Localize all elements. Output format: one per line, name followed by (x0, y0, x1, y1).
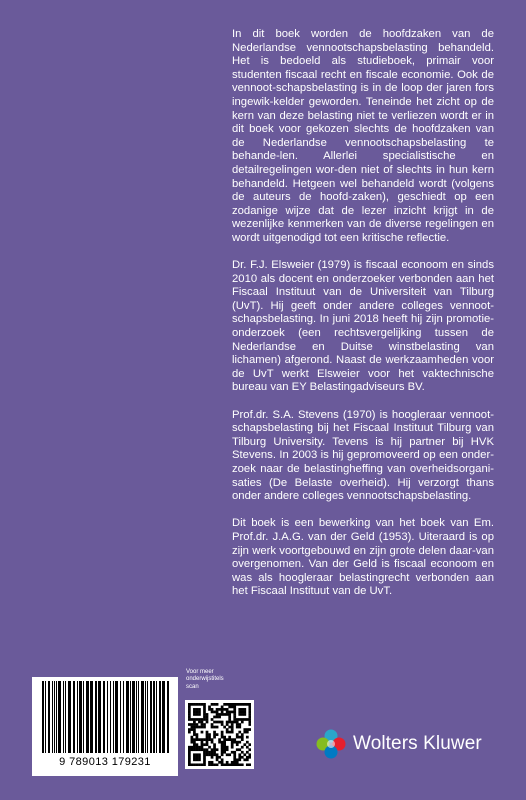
qr-label: Voor meer onderwijstitels scan (186, 669, 224, 690)
isbn-barcode (32, 677, 178, 776)
qr-code-pattern (188, 703, 251, 766)
wolters-kluwer-logo-icon (313, 726, 349, 762)
back-cover-text (232, 28, 494, 613)
barcode-bars (36, 681, 174, 755)
publisher-name: Wolters Kluwer (353, 733, 482, 754)
publisher-logo (313, 726, 482, 762)
qr-code[interactable] (185, 700, 254, 769)
isbn-number: 9 789013 179231 (59, 756, 151, 768)
author-bio-stevens: Prof.dr. S.A. Stevens (1970) is hoogleraar vennoot-schapsbelasting bij het Fiscaal Instituut Tilburg van Tilburg University. Tevens is hij partner bij HVK Stevens. In 2003 is hij gepromoveerd op een onder-zoek naar de belastingheffing van overheidsorgani-saties (De Belaste overheid). Hij verzorgt thans onder andere colleges vennootschapsbelasting. (232, 408, 494, 503)
adaptation-note: Dit boek is een bewerking van het boek van Em. Prof.dr. J.A.G. van der Geld (1953). Uiteraard is op zijn werk voortgebouwd en zijn grote delen daar-van overgenomen. Van der Geld is fiscaal econoom en was als hoogleraar belastingrecht verbonden aan het Fiscaal Instituut van de UvT. (232, 517, 494, 598)
summary-paragraph: In dit boek worden de hoofdzaken van de Nederlandse vennootschapsbelasting behandeld. Het is bedoeld als studieboek, primair voor studenten fiscaal recht en fiscale economie. Ook de vennoot-schapsbelasting is in de loop der jaren fors ingewik-kelder geworden. Teneinde het zicht op de kern van deze belasting niet te verliezen wordt er in dit boek voor gekozen slechts de hoofdzaken van de Nederlandse vennootschapsbelasting te behande-len. Allerlei specialistische en detailregelingen wor-den niet of slechts in hun kern behandeld. Hetgeen wel behandeld wordt (volgens de auteurs de hoofd-zaken), geschiedt op een zodanige wijze dat de lezer inzicht krijgt in de wezenlijke kenmerken van de diverse regelingen en wordt uitgenodigd tot een kritische reflectie. (232, 28, 494, 244)
author-bio-elsweier: Dr. F.J. Elsweier (1979) is fiscaal econoom en sinds 2010 als docent en onderzoeker verbonden aan het Fiscaal Instituut van de Universiteit van Tilburg (UvT). Hij geeft onder andere colleges vennoot-schapsbelasting. In juni 2018 heeft hij zijn promotie-onderzoek (een rechtsvergelijking tussen de Nederlandse en Duitse winstbelasting van lichamen) afgerond. Naast de werkzaamheden voor de UvT werkt Elsweier voor het vaktechnische bureau van EY Belastingadviseurs BV. (232, 259, 494, 394)
